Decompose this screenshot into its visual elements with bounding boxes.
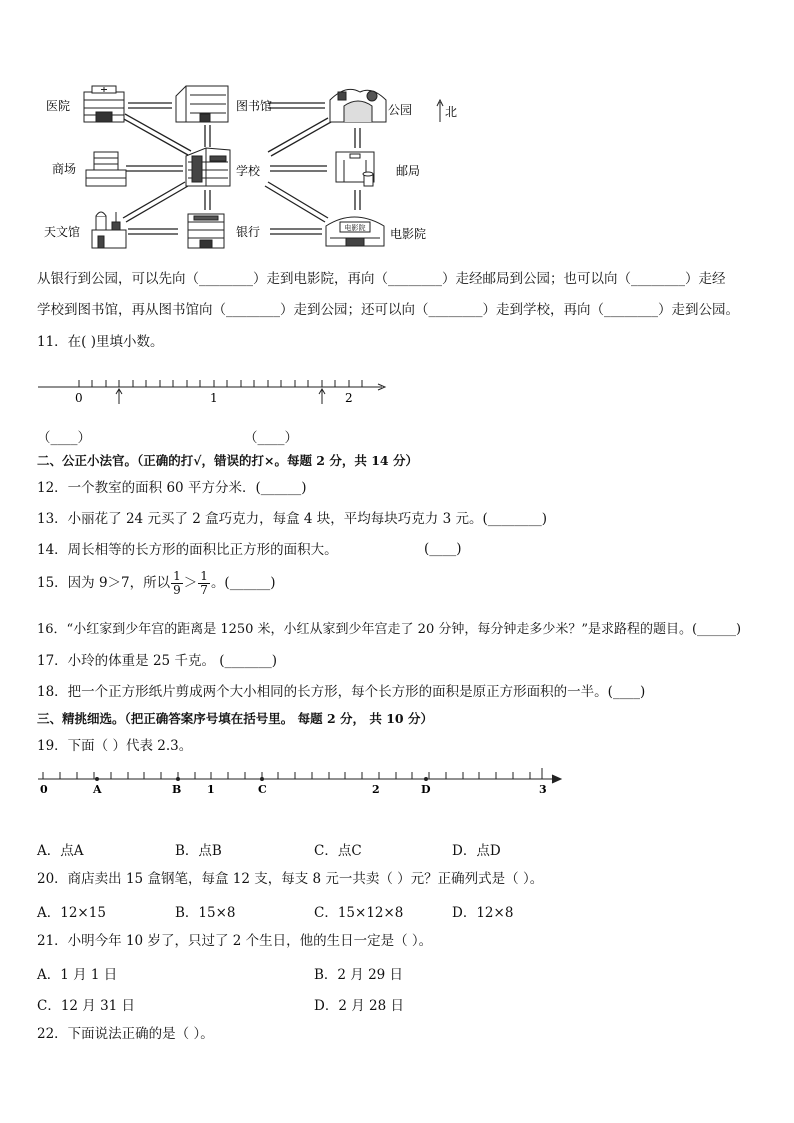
- school-building-icon: [186, 148, 230, 186]
- q20-title: 20．商店卖出 15 盒钢笔，每盒 12 支，每支 8 元一共卖（ ）元？正确列式是（ ）。: [37, 871, 544, 887]
- q19-number-line: [30, 762, 570, 798]
- q19-label-2: 2: [372, 783, 380, 796]
- q19-option-d[interactable]: D．点D: [452, 843, 501, 859]
- q19-option-a[interactable]: A．点A: [37, 843, 84, 859]
- label-hospital: 医院: [46, 99, 71, 113]
- q11-tick-0: 0: [75, 391, 83, 405]
- q11-ticks: [79, 380, 362, 387]
- label-mall: 商场: [52, 162, 77, 176]
- bank-building-icon: [188, 214, 224, 248]
- q15-gt: ＞: [183, 575, 198, 591]
- q15-prefix: 15．因为 9＞7，所以: [37, 575, 171, 591]
- q10-line1: 从银行到公园，可以先向（________）走到电影院，再向（________）走经邮局到公园；也可以向（________）走经: [37, 271, 726, 287]
- label-park: 公园: [388, 103, 413, 117]
- q15-f2-den: 7: [200, 583, 208, 597]
- q15: [37, 568, 275, 598]
- map-diagram: [0, 0, 794, 260]
- q16: 16．“小红家到少年宫的距离是 1250 米，小红从家到少年宫走了 20 分钟，每分钟走多少米？”是求路程的题目。(______): [37, 622, 742, 637]
- q19-label-b: B: [172, 783, 182, 796]
- label-school: 学校: [236, 164, 261, 178]
- q11-blank-2[interactable]: （____）: [244, 430, 298, 446]
- q19-ticks: [43, 768, 542, 779]
- q19-label-3: 3: [539, 783, 547, 796]
- q19-label-1: 1: [207, 783, 215, 796]
- label-post-office: 邮局: [396, 164, 421, 178]
- library-building-icon: [176, 86, 228, 122]
- q20-option-d[interactable]: D．12×8: [452, 905, 514, 921]
- cinema-building-icon: [326, 217, 384, 246]
- q19-label-0: 0: [40, 783, 48, 796]
- post-office-building-icon: [336, 152, 374, 186]
- q14-text: 14．周长相等的长方形的面积比正方形的面积大。: [37, 542, 338, 558]
- hospital-building-icon: [84, 86, 124, 122]
- q20-option-c[interactable]: C．15×12×8: [314, 905, 404, 921]
- q18: 18．把一个正方形纸片剪成两个大小相同的长方形，每个长方形的面积是原正方形面积的一半。(____): [37, 684, 646, 700]
- q11-arrows: [116, 389, 325, 404]
- q19-option-c[interactable]: C．点C: [314, 843, 362, 859]
- q15-f2-num: 1: [200, 569, 208, 583]
- north-arrow-icon: [437, 100, 443, 122]
- q15-f1-den: 9: [173, 583, 181, 597]
- q17: 17．小玲的体重是 25 千克。 (_______): [37, 653, 278, 669]
- q19-option-b[interactable]: B．点B: [175, 843, 222, 859]
- label-north: 北: [445, 105, 458, 119]
- fraction-one-ninth: [171, 570, 183, 597]
- q11-number-line: [30, 370, 400, 410]
- q20-option-b[interactable]: B．15×8: [175, 905, 236, 921]
- q11-title: 11．在( )里填小数。: [37, 334, 164, 350]
- fraction-one-seventh: [198, 570, 210, 597]
- label-bank: 银行: [236, 225, 261, 239]
- section-3-title: 三、精挑细选。（把正确答案序号填在括号里。 每题 2 分， 共 10 分）: [37, 711, 433, 726]
- q21-title: 21．小明今年 10 岁了，只过了 2 个生日，他的生日一定是（ ）。: [37, 933, 433, 949]
- observatory-building-icon: [92, 212, 126, 248]
- q11-tick-2: 2: [345, 391, 353, 405]
- mall-building-icon: [86, 152, 126, 186]
- q19-title: 19．下面（ ）代表 2.3。: [37, 738, 193, 754]
- q10-line2: 学校到图书馆，再从图书馆向（________）走到公园；还可以向（________）走到学校，再向（________）走到公园。: [37, 302, 739, 318]
- q15-f1-num: 1: [173, 569, 181, 583]
- q20-option-a[interactable]: A．12×15: [37, 905, 106, 921]
- q15-suffix: 。(______): [210, 575, 276, 591]
- q14-blank[interactable]: (____): [424, 541, 462, 557]
- q11-blank-1[interactable]: （____）: [37, 430, 91, 446]
- q21-option-c[interactable]: C．12 月 31 日: [37, 998, 136, 1014]
- q11-tick-1: 1: [210, 391, 218, 405]
- section-2-title: 二、公正小法官。（正确的打√，错误的打×。每题 2 分，共 14 分）: [37, 453, 418, 468]
- q12: 12．一个教室的面积 60 平方分米．(______): [37, 480, 307, 496]
- cinema-sign: 电影院: [344, 224, 366, 232]
- q21-option-b[interactable]: B．2 月 29 日: [314, 967, 404, 983]
- q19-label-d: D: [421, 783, 431, 796]
- q13: 13．小丽花了 24 元买了 2 盒巧克力，每盒 4 块，平均每块巧克力 3 元。(________): [37, 511, 547, 527]
- label-library: 图书馆: [236, 99, 273, 113]
- q21-option-a[interactable]: A．1 月 1 日: [37, 967, 118, 983]
- q19-label-a: A: [93, 783, 102, 796]
- q19-label-c: C: [258, 783, 267, 796]
- label-cinema: 电影院: [390, 227, 427, 241]
- q22-title: 22．下面说法正确的是（ ）。: [37, 1026, 214, 1042]
- label-observatory: 天文馆: [44, 225, 81, 239]
- q21-option-d[interactable]: D．2 月 28 日: [314, 998, 404, 1014]
- park-gate-icon: [330, 89, 386, 122]
